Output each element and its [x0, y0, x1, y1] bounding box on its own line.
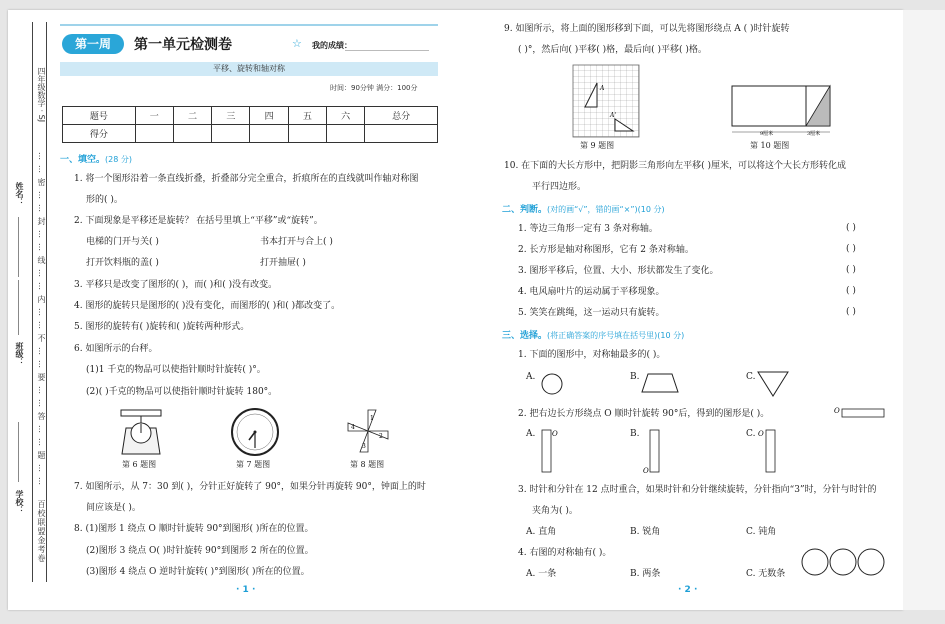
score-cell: 一 — [135, 107, 173, 125]
star-icon: ☆ — [292, 37, 302, 50]
judge-3: 3. 图形平移后，位置、大小、形状都发生了变化。 — [518, 266, 719, 276]
q10-line2: 平行四边形。 — [532, 182, 587, 192]
judge-5-answer[interactable]: ( ) — [846, 307, 856, 317]
judge-3-answer[interactable]: ( ) — [846, 265, 856, 275]
choice-3-line1: 3. 时针和分针在 12 点时重合，如果时针和分针继续旋转，分针指向“3”时，分针与时针的 — [518, 485, 877, 495]
score-input-cell[interactable] — [135, 125, 173, 143]
circle-right — [858, 549, 884, 575]
caption-fig9: 第 9 题图 — [580, 141, 615, 150]
choice-2-option-b[interactable]: B. — [630, 429, 640, 439]
q2-item-d: 打开抽屉( ) — [260, 258, 306, 268]
trapezoid-shape — [640, 372, 680, 394]
class-label: 班级： — [15, 342, 24, 366]
section-3-heading — [502, 328, 684, 341]
caption-fig6: 第 6 题图 — [122, 460, 157, 469]
pinwheel-blade-2 — [368, 431, 388, 439]
score-table — [62, 106, 438, 143]
score-cell: 二 — [173, 107, 211, 125]
three-circles-figure — [800, 547, 886, 577]
dimension-9cm: 9厘米 — [760, 131, 774, 137]
class-blank[interactable] — [18, 280, 19, 335]
section-1-heading — [60, 152, 132, 165]
caption-fig8: 第 8 题图 — [350, 460, 385, 469]
circle-left — [802, 549, 828, 575]
binding-motto: 百校联盟金考卷 — [37, 500, 46, 563]
score-input-cell[interactable] — [326, 125, 364, 143]
choice-1-option-c[interactable]: C. — [746, 372, 756, 382]
option-b-point-o: O — [643, 467, 649, 474]
binding-strip — [8, 22, 52, 592]
choice-1-option-a[interactable]: A. — [526, 372, 536, 382]
judge-4: 4. 电风扇叶片的运动属于平移现象。 — [518, 287, 665, 297]
judge-2-answer[interactable]: ( ) — [846, 244, 856, 254]
q7-line2: 间应该是( )。 — [86, 503, 141, 513]
q9-line2: ( )°，然后向( )平移( )格，最后向( )平移( )格。 — [518, 45, 707, 55]
choice-3-option-b[interactable]: B. 锐角 — [630, 527, 661, 537]
scale-figure — [118, 408, 164, 456]
pinwheel-label-2: 2 — [379, 433, 383, 440]
q1-line1: 1. 将一个图形沿着一条直线折叠，折叠部分完全重合，折痕所在的直线就叫作轴对称图 — [74, 174, 419, 184]
reference-rectangle — [834, 405, 886, 419]
section-1-title: 一、填空。 — [60, 155, 106, 165]
q2-item-b: 书本打开与合上( ) — [260, 237, 333, 247]
exam-title: 第一单元检测卷 — [134, 37, 232, 53]
binding-line-outer — [32, 22, 33, 582]
week-badge: 第一周 — [62, 34, 124, 54]
triangle-shape — [756, 370, 790, 398]
q8-part3: (3)图形 4 绕点 O 逆时针旋转( )°到图形( )所在的位置。 — [86, 567, 310, 577]
choice-4-option-c[interactable]: C. 无数条 — [746, 569, 786, 579]
q5: 5. 图形的旋转有( )旋转和( )旋转两种形式。 — [74, 322, 250, 332]
circle-middle — [830, 549, 856, 575]
header-rule — [60, 24, 438, 26]
score-input-cell[interactable] — [365, 125, 438, 143]
circle-shape — [540, 372, 564, 396]
dimension-3cm: 3厘米 — [807, 131, 821, 137]
choice-2-option-c[interactable]: C. — [746, 429, 756, 439]
point-a-label: A — [600, 85, 605, 92]
option-a-rect-shape — [542, 430, 551, 472]
q4: 4. 图形的旋转只是图形的( )没有变化，而图形的( )和( )都改变了。 — [74, 301, 341, 311]
q8-part2: (2)图形 3 绕点 O( )时针旋转 90°到图形 2 所在的位置。 — [86, 546, 314, 556]
q2-item-a: 电梯的门开与关( ) — [86, 237, 159, 247]
binding-seal-line: ……密……封……线……内……不……要……答……题…… — [37, 152, 46, 490]
q7-line1: 7. 如图所示，从 7：30 到( )，分针正好旋转了 90°，如果分针再旋转 90°，钟面上的时 — [74, 482, 426, 492]
point-a-prime-label: A' — [610, 112, 616, 119]
q6-part2: (2)( )千克的物品可以使指针顺时针旋转 180°。 — [86, 387, 278, 397]
clock-center — [254, 431, 257, 434]
time-score-info: 时间：90分钟 满分：100分 — [330, 84, 418, 92]
page-number-2: · 2 · — [678, 585, 698, 595]
score-input-cell[interactable] — [288, 125, 326, 143]
scale-tray — [121, 410, 161, 416]
section-3-points: (将正确答案的序号填在括号里)(10 分) — [547, 331, 685, 340]
option-b-rectangle — [642, 428, 662, 474]
choice-4: 4. 右图的对称轴有( )。 — [518, 548, 612, 558]
score-label: 我的成绩： — [312, 41, 352, 50]
judge-2: 2. 长方形是轴对称图形，它有 2 条对称轴。 — [518, 245, 694, 255]
page-number-1: · 1 · — [236, 585, 256, 595]
pinwheel-label-1: 1 — [370, 415, 374, 422]
choice-3-option-a[interactable]: A. 直角 — [526, 527, 557, 537]
section-2-points: (对的画“√”，错的画“×”)(10 分) — [547, 205, 665, 214]
choice-2: 2. 把右边长方形绕点 O 顺时针旋转 90°后，得到的图形是( )。 — [518, 409, 770, 419]
clock-figure — [230, 407, 280, 457]
pinwheel-figure — [346, 408, 390, 454]
score-cell: 总分 — [365, 107, 438, 125]
judge-1-answer[interactable]: ( ) — [846, 223, 856, 233]
option-c-point-o: O — [758, 430, 764, 438]
q8-part1: 8. (1)图形 1 绕点 O 顺时针旋转 90°到图形( )所在的位置。 — [74, 524, 314, 534]
judge-4-answer[interactable]: ( ) — [846, 286, 856, 296]
score-table-score-row — [63, 125, 438, 143]
section-1-points: (28 分) — [105, 155, 132, 164]
score-cell: 三 — [212, 107, 250, 125]
point-o-label: O — [834, 407, 840, 415]
option-c-rect-shape — [766, 430, 775, 472]
caption-fig10: 第 10 题图 — [750, 141, 790, 150]
q2-stem: 2. 下面现象是平移还是旋转？ 在括号里填上“平移”或“旋转”。 — [74, 216, 323, 226]
score-cell: 六 — [326, 107, 364, 125]
score-table-header-row — [63, 107, 438, 125]
q2-item-c: 打开饮料瓶的盖( ) — [86, 258, 159, 268]
option-b-rect-shape — [650, 430, 659, 472]
q6-stem: 6. 如图所示的台秤。 — [74, 344, 158, 354]
option-c-rectangle — [757, 428, 779, 474]
binding-grade: 四年级数学 · SJ — [37, 67, 46, 123]
judge-5: 5. 笑笑在跳绳，这一运动只有旋转。 — [518, 308, 665, 318]
judge-1: 1. 等边三角形一定有 3 条对称轴。 — [518, 224, 658, 234]
reference-rect-shape — [842, 409, 884, 417]
q6-part1: (1)1 千克的物品可以使指针顺时针旋转( )°。 — [86, 365, 266, 375]
choice-1: 1. 下面的图形中，对称轴最多的( )。 — [518, 350, 666, 360]
choice-4-option-a[interactable]: A. 一条 — [526, 569, 557, 579]
pinwheel-label-4: 4 — [351, 424, 355, 431]
score-input-cell[interactable] — [173, 125, 211, 143]
section-3-title: 三、选择。 — [502, 331, 548, 341]
viewer-margin — [903, 10, 945, 610]
score-blank[interactable] — [345, 50, 429, 51]
q3: 3. 平移只是改变了图形的( )，而( )和( )没有改变。 — [74, 280, 278, 290]
option-a-point-o: O — [552, 430, 558, 438]
q1-line2: 形的( )。 — [86, 195, 123, 205]
rectangle-figure — [730, 84, 834, 138]
choice-2-option-a[interactable]: A. — [526, 429, 536, 439]
section-2-heading — [502, 202, 665, 215]
option-a-rectangle — [540, 428, 560, 474]
pinwheel-label-3: 3 — [362, 443, 366, 450]
caption-fig7: 第 7 题图 — [236, 460, 271, 469]
school-blank[interactable] — [18, 422, 19, 482]
choice-1-option-b[interactable]: B. — [630, 372, 640, 382]
q10-line1: 10. 在下面的大长方形中，把阴影三角形向左平移( )厘米，可以将这个大长方形转化成 — [504, 161, 847, 171]
name-label: 姓名： — [15, 182, 24, 206]
q9-line1: 9. 如图所示，将上面的图形移到下面，可以先将图形绕点 A ( )时针旋转 — [504, 24, 790, 34]
choice-4-option-b[interactable]: B. 两条 — [630, 569, 661, 579]
score-cell: 题号 — [63, 107, 136, 125]
score-input-cell[interactable] — [250, 125, 288, 143]
section-2-title: 二、判断。 — [502, 205, 548, 215]
score-input-cell[interactable] — [212, 125, 250, 143]
score-cell: 五 — [288, 107, 326, 125]
grid-figure — [572, 64, 640, 138]
choice-3-line2: 夹角为( )。 — [532, 506, 578, 516]
score-cell: 四 — [250, 107, 288, 125]
score-cell: 得分 — [63, 125, 136, 143]
name-blank[interactable] — [18, 217, 19, 277]
grid-background — [573, 65, 639, 137]
subtitle-bar: 平移、旋转和轴对称 — [60, 62, 438, 76]
choice-3-option-c[interactable]: C. 钝角 — [746, 527, 777, 537]
school-label: 学校： — [15, 490, 24, 514]
